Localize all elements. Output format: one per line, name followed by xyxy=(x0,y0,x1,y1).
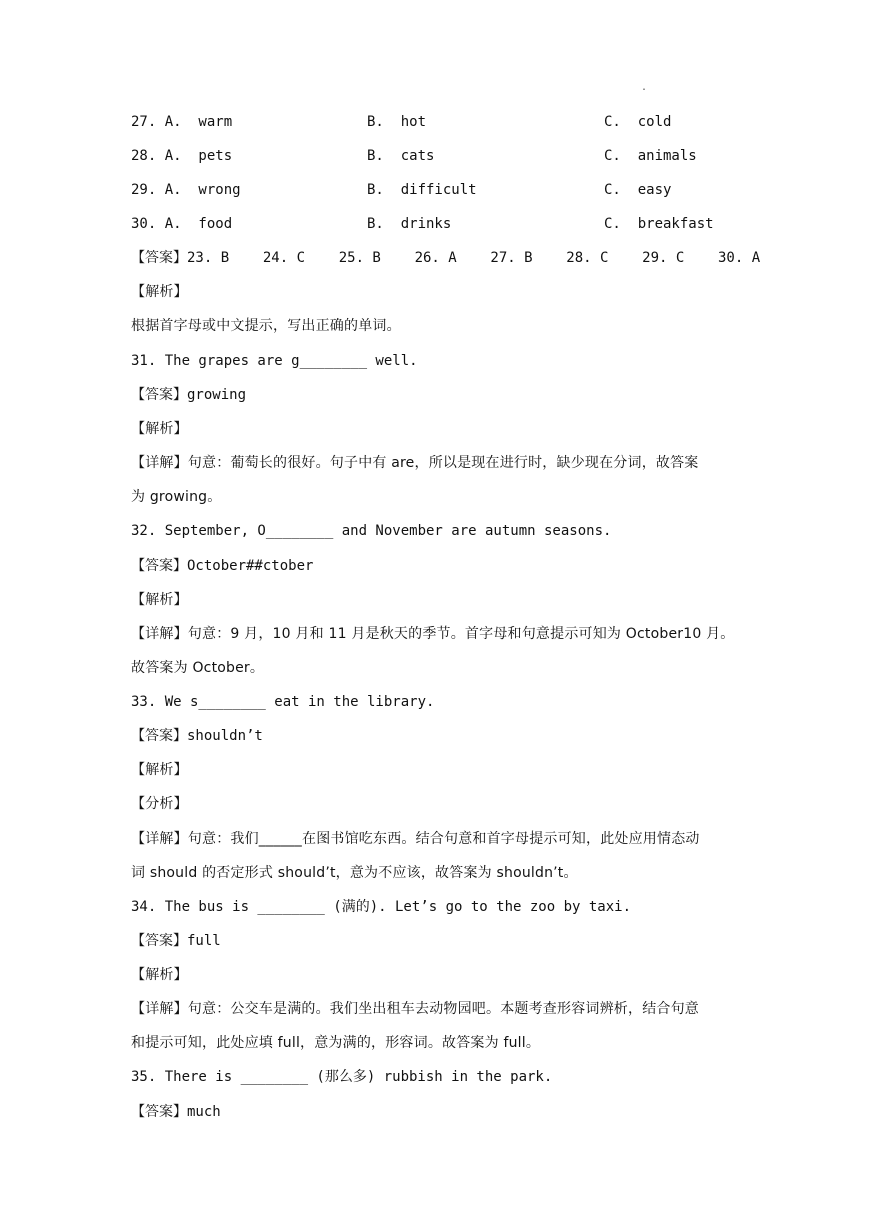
analysis-heading: 【解析】 xyxy=(131,592,188,608)
answer-line: 【答案】growing xyxy=(131,387,247,403)
answer-line: 【答案】23. B 24. C 25. B 26. A 27. B 28. C 29. C 30. A xyxy=(131,250,761,266)
answer-line: 【答案】full xyxy=(131,933,221,949)
answer-line: 【答案】shouldn’t xyxy=(131,728,263,744)
explanation-line: 词 should 的否定形式 should’t，意为不应该，故答案为 shouldn’t。 xyxy=(131,865,578,881)
question-30-option-a: 30. A. food xyxy=(131,216,233,232)
explanation-line: 【详解】句意：我们______在图书馆吃东西。结合句意和首字母提示可知，此处应用情态动 xyxy=(131,831,700,847)
answer-line: 【答案】much xyxy=(131,1104,221,1120)
explanation-line: 和提示可知，此处应填 full，意为满的，形容词。故答案为 full。 xyxy=(131,1035,541,1051)
question-28-option-c: C. animals xyxy=(604,148,697,164)
question-27-option-c: C. cold xyxy=(604,114,672,130)
question-28-option-a: 28. A. pets xyxy=(131,148,233,164)
question-30-option-c: C. breakfast xyxy=(604,216,714,232)
question-33: 33. We s________ eat in the library. xyxy=(131,694,435,710)
question-27-option-a: 27. A. warm xyxy=(131,114,233,130)
question-34: 34. The bus is ________ (满的). Let’s go to the zoo by taxi. xyxy=(131,899,632,915)
section-instruction: 根据首字母或中文提示，写出正确的单词。 xyxy=(131,318,401,334)
question-29-option-c: C. easy xyxy=(604,182,672,198)
question-32: 32. September, O________ and November are autumn seasons. xyxy=(131,523,612,539)
analysis-heading: 【解析】 xyxy=(131,762,188,778)
explanation-line: 【详解】句意：公交车是满的。我们坐出租车去动物园吧。本题考查形容词辨析，结合句意 xyxy=(131,1001,699,1017)
question-35: 35. There is ________ (那么多) rubbish in the park. xyxy=(131,1069,553,1085)
analysis-heading: 【解析】 xyxy=(131,284,188,300)
analysis-subheading: 【分析】 xyxy=(131,796,188,812)
analysis-heading: 【解析】 xyxy=(131,421,188,437)
question-29-option-b: B. difficult xyxy=(367,182,477,198)
explanation-line: 【详解】句意：葡萄长的很好。句子中有 are，所以是现在进行时，缺少现在分词，故答案 xyxy=(131,455,699,471)
question-31: 31. The grapes are g________ well. xyxy=(131,353,418,369)
question-29-option-a: 29. A. wrong xyxy=(131,182,241,198)
explanation-line: 为 growing。 xyxy=(131,489,222,505)
question-30-option-b: B. drinks xyxy=(367,216,452,232)
question-27-option-b: B. hot xyxy=(367,114,427,130)
answer-line: 【答案】October##ctober xyxy=(131,558,314,574)
explanation-line: 故答案为 October。 xyxy=(131,660,265,676)
page-mark: . xyxy=(641,82,648,93)
explanation-line: 【详解】句意：9 月，10 月和 11 月是秋天的季节。首字母和句意提示可知为 October10 月。 xyxy=(131,626,735,642)
question-28-option-b: B. cats xyxy=(367,148,435,164)
analysis-heading: 【解析】 xyxy=(131,967,188,983)
